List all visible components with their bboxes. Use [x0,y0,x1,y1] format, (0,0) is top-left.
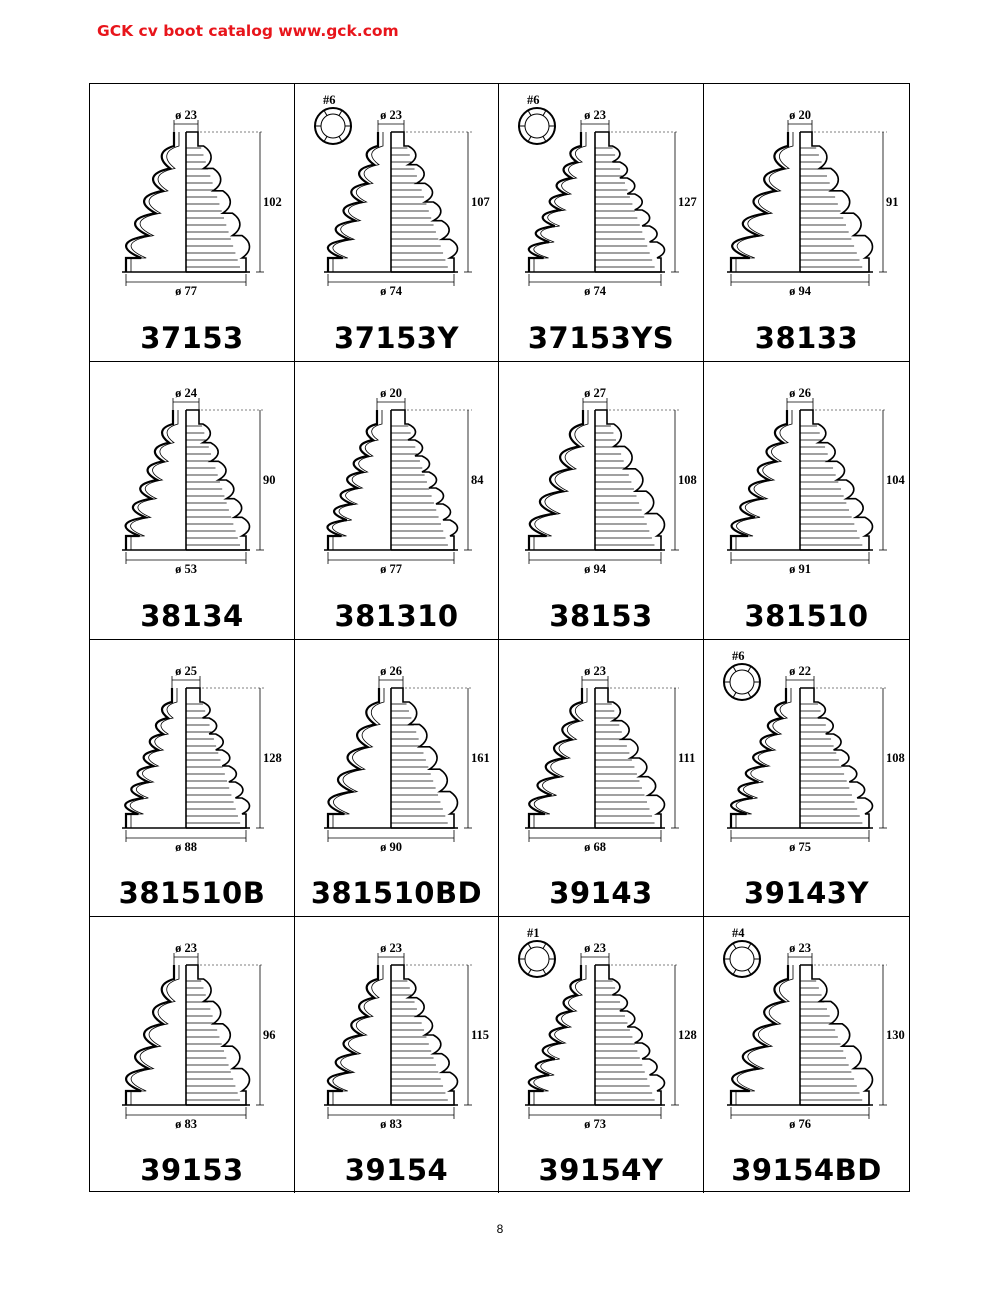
part-number: 37153 [140,321,244,355]
small-diameter-label: ø 25 [175,664,197,678]
large-diameter-label: ø 73 [584,1117,606,1131]
boot-drawing [122,941,276,1131]
catalog-cell [295,362,499,640]
height-label: 130 [886,1028,905,1042]
small-diameter-label: ø 22 [789,664,811,678]
spline-ring-icon [519,941,555,977]
height-label: 108 [678,473,697,487]
part-number: 39153 [140,1153,244,1187]
small-diameter-label: ø 27 [584,386,606,400]
catalog-cell [499,362,704,640]
boot-drawing [324,941,489,1131]
large-diameter-label: ø 88 [175,840,197,854]
catalog-cell [499,917,704,1193]
part-number: 39154BD [731,1153,882,1187]
large-diameter-label: ø 77 [175,284,197,298]
part-number: 381310 [334,599,459,633]
boot-diagram [704,917,909,1193]
boot-drawing [727,386,906,576]
large-diameter-label: ø 53 [175,562,197,576]
height-label: 107 [471,195,490,209]
catalog-cell [90,917,295,1193]
large-diameter-label: ø 83 [175,1117,197,1131]
small-diameter-label: ø 20 [789,108,811,122]
large-diameter-label: ø 74 [380,284,402,298]
boot-drawing [724,649,905,854]
boot-drawing [324,664,490,854]
boot-drawing [122,108,282,298]
boot-diagram [90,917,295,1193]
height-label: 84 [471,473,484,487]
part-number: 39154 [344,1153,449,1187]
part-number: 381510B [118,876,266,910]
catalog-cell [499,640,704,917]
boot-drawing [525,386,697,576]
large-diameter-label: ø 75 [789,840,811,854]
boot-diagram [499,917,704,1193]
large-diameter-label: ø 83 [380,1117,402,1131]
part-number: 38134 [140,599,244,633]
boot-drawing [122,386,276,576]
small-diameter-label: ø 24 [175,386,197,400]
part-number: 38153 [549,599,653,633]
large-diameter-label: ø 90 [380,840,402,854]
catalog-header: GCK cv boot catalog www.gck.com [97,22,399,40]
catalog-cell [295,84,499,362]
boot-drawing [727,108,899,298]
height-label: 127 [678,195,697,209]
height-label: 104 [886,473,905,487]
catalog-cell [704,917,909,1193]
catalog-cell [90,640,295,917]
small-diameter-label: ø 23 [175,941,197,955]
large-diameter-label: ø 91 [789,562,811,576]
small-diameter-label: ø 23 [380,108,402,122]
spline-ring-icon [315,108,351,144]
part-number: 39143Y [744,876,869,910]
spline-marker: #6 [323,93,336,107]
spline-marker: #4 [732,926,745,940]
height-label: 91 [886,195,899,209]
part-number: 39154Y [538,1153,664,1187]
height-label: 108 [886,751,905,765]
small-diameter-label: ø 23 [584,941,606,955]
height-label: 111 [678,751,696,765]
height-label: 128 [263,751,282,765]
large-diameter-label: ø 77 [380,562,402,576]
height-label: 128 [678,1028,697,1042]
height-label: 161 [471,751,490,765]
page-number: 8 [496,1222,504,1236]
large-diameter-label: ø 94 [789,284,811,298]
catalog-cell [704,84,909,362]
large-diameter-label: ø 74 [584,284,606,298]
small-diameter-label: ø 23 [380,941,402,955]
part-number: 381510 [744,599,869,633]
part-number: 37153Y [334,321,459,355]
small-diameter-label: ø 23 [789,941,811,955]
part-number: 38133 [754,321,859,355]
part-number: 39143 [549,876,653,910]
height-label: 96 [263,1028,276,1042]
boot-diagram [295,917,499,1193]
boot-drawing [315,93,490,298]
small-diameter-label: ø 26 [380,664,402,678]
large-diameter-label: ø 94 [584,562,606,576]
catalog-cell [90,362,295,640]
spline-marker: #1 [527,926,540,940]
boot-catalog-grid [89,83,910,1192]
height-label: 90 [263,473,276,487]
height-label: 115 [471,1028,490,1042]
spline-ring-icon [519,108,555,144]
spline-ring-icon [724,664,760,700]
catalog-cell [704,362,909,640]
small-diameter-label: ø 23 [175,108,197,122]
part-number: 381510BD [310,876,483,910]
boot-drawing [519,926,697,1131]
large-diameter-label: ø 68 [584,840,606,854]
boot-drawing [525,664,695,854]
height-label: 102 [263,195,282,209]
catalog-cell [90,84,295,362]
boot-drawing [122,664,282,854]
catalog-cell [295,917,499,1193]
catalog-cell [295,640,499,917]
catalog-cell [499,84,704,362]
boot-drawing [519,93,697,298]
part-number: 37153YS [527,321,675,355]
catalog-cell [704,640,909,917]
small-diameter-label: ø 26 [789,386,811,400]
spline-marker: #6 [527,93,540,107]
large-diameter-label: ø 76 [789,1117,811,1131]
small-diameter-label: ø 23 [584,664,606,678]
spline-ring-icon [724,941,760,977]
boot-drawing [724,926,905,1131]
spline-marker: #6 [732,649,745,663]
small-diameter-label: ø 20 [380,386,402,400]
boot-drawing [324,386,484,576]
small-diameter-label: ø 23 [584,108,606,122]
